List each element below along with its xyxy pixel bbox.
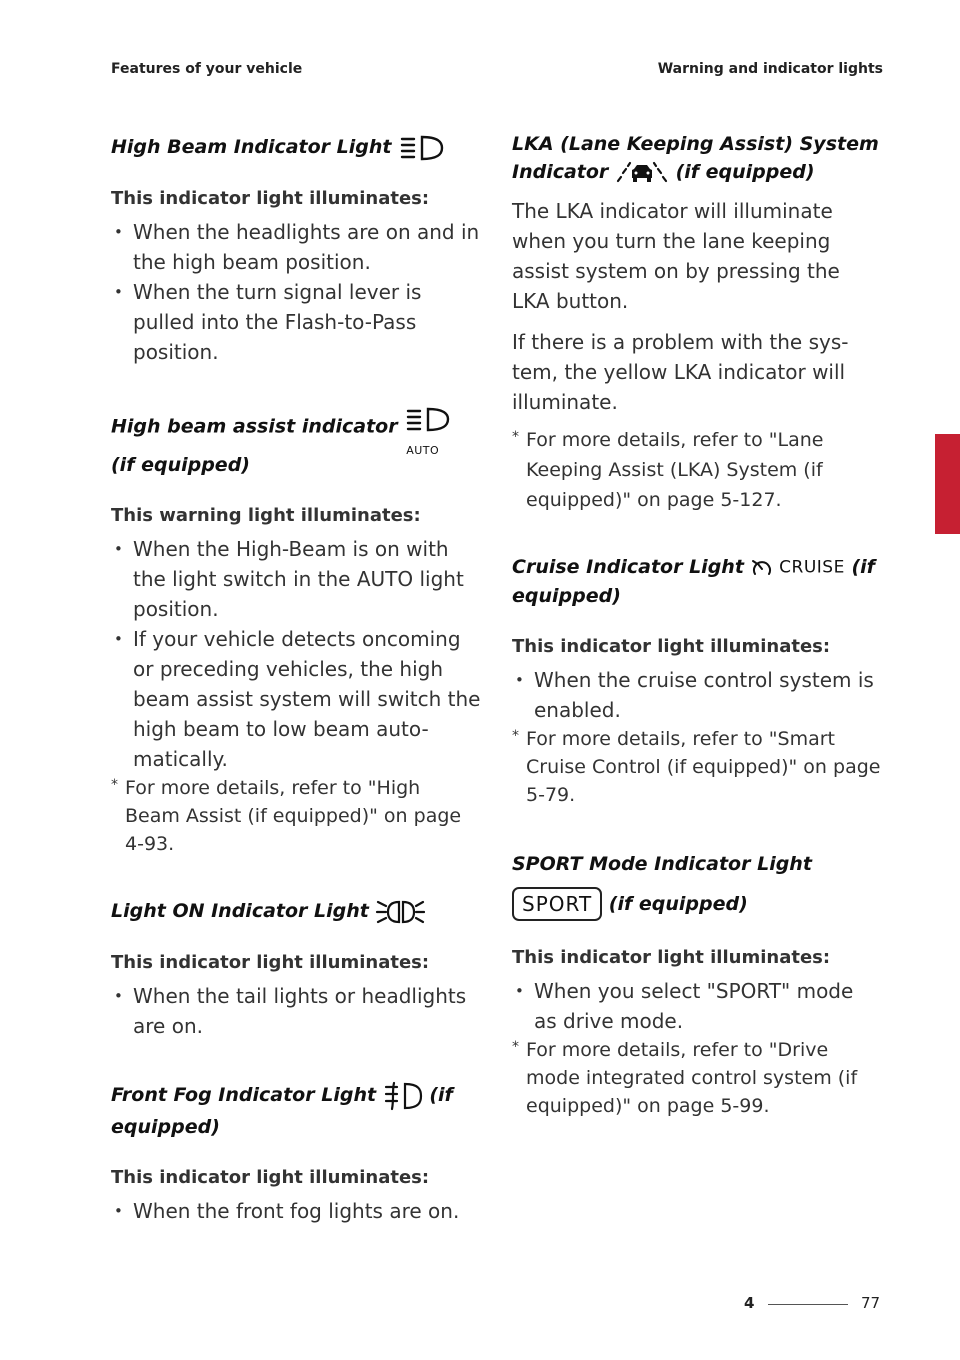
list-item: • When the cruise control system is enabled. — [512, 665, 882, 725]
tail-light-icon — [375, 898, 425, 926]
sport-mode-icon: SPORT — [512, 887, 602, 921]
cruise-heading: Cruise Indicator Light CRUISE (if equipped) — [512, 556, 875, 607]
list-item: • If your vehicle detects oncoming or preceding vehicles, the high beam assist system will switch the high beam to low beam auto-matically. — [111, 624, 481, 774]
light-on-heading: Light ON Indicator Light — [111, 896, 481, 926]
auto-label: AUTO — [406, 444, 440, 457]
list-item: • When the front fog lights are on. — [111, 1196, 481, 1226]
lka-para-2: If there is a problem with the sys-tem, the yellow LKA indicator will illuminate. — [512, 330, 849, 414]
hba-note: * For more details, refer to "High Beam Assist (if equipped)" on page 4-93. — [111, 774, 481, 858]
sport-note: * For more details, refer to "Drive mode integrated control system (if equipped)" on page 5-99. — [512, 1036, 882, 1120]
cruise-icon — [751, 557, 773, 579]
list-item: • When the turn signal lever is pulled into the Flash-to-Pass position. — [111, 277, 481, 367]
high-beam-section — [111, 132, 481, 367]
left-column — [111, 130, 481, 1226]
cruise-sub: This indicator light illuminates: — [512, 635, 831, 657]
high-beam-assist-section — [111, 407, 481, 858]
list-item: • When the headlights are on and in the high beam position. — [111, 217, 481, 277]
high-beam-icon — [398, 134, 444, 162]
fog-sub: This indicator light illuminates: — [111, 1167, 430, 1188]
running-header-chapter: Warning and indicator lights — [657, 61, 883, 77]
footer-divider — [768, 1304, 848, 1305]
sport-heading-line-2: SPORT (if equipped) — [512, 887, 882, 922]
list-item: • When the tail lights or headlights are on. — [111, 981, 481, 1041]
cruise-section — [512, 553, 882, 809]
cruise-note: * For more details, refer to "Smart Cruise Control (if equipped)" on page 5-79. — [512, 725, 882, 809]
lka-note: * For more details, refer to "Lane Keeping Assist (LKA) System (if equipped)" on page 5-127. — [512, 425, 882, 515]
sport-heading: SPORT Mode Indicator Light — [512, 852, 812, 875]
lka-para-1: The LKA indicator will illuminate when you turn the lane keeping assist system on by pressing the LKA button. — [512, 199, 840, 313]
footer-chapter: 4 — [744, 1294, 755, 1312]
front-fog-section — [111, 1079, 481, 1226]
sport-section — [512, 849, 882, 1121]
lka-section — [512, 130, 882, 515]
high-beam-assist-icon — [404, 407, 456, 457]
high-beam-heading: High Beam Indicator Light — [111, 132, 481, 162]
lka-heading: LKA (Lane Keeping Assist) System Indicator (if equipped) — [512, 133, 879, 183]
hba-heading: High beam assist indicator AUTO (if equipped) — [111, 407, 481, 483]
light-on-section — [111, 896, 481, 1041]
lane-keeping-icon — [615, 161, 669, 185]
list-item: • When the High-Beam is on with the light switch in the AUTO light position. — [111, 534, 481, 624]
footer-page-number: 77 — [861, 1294, 881, 1312]
light-on-sub: This indicator light illuminates: — [111, 952, 430, 973]
high-beam-sub: This indicator light illuminates: — [111, 188, 430, 209]
running-header-section: Features of your vehicle — [111, 61, 303, 77]
chapter-side-number: 4 — [940, 514, 952, 534]
sport-sub: This indicator light illuminates: — [512, 947, 831, 968]
front-fog-icon — [383, 1081, 423, 1111]
cruise-label: CRUISE — [779, 557, 845, 578]
hba-sub: This warning light illuminates: — [111, 505, 421, 526]
right-column — [512, 130, 882, 1120]
list-item: • When you select "SPORT" mode as drive mode. — [512, 976, 882, 1036]
fog-heading: Front Fog Indicator Light (if equipped) — [111, 1079, 481, 1143]
